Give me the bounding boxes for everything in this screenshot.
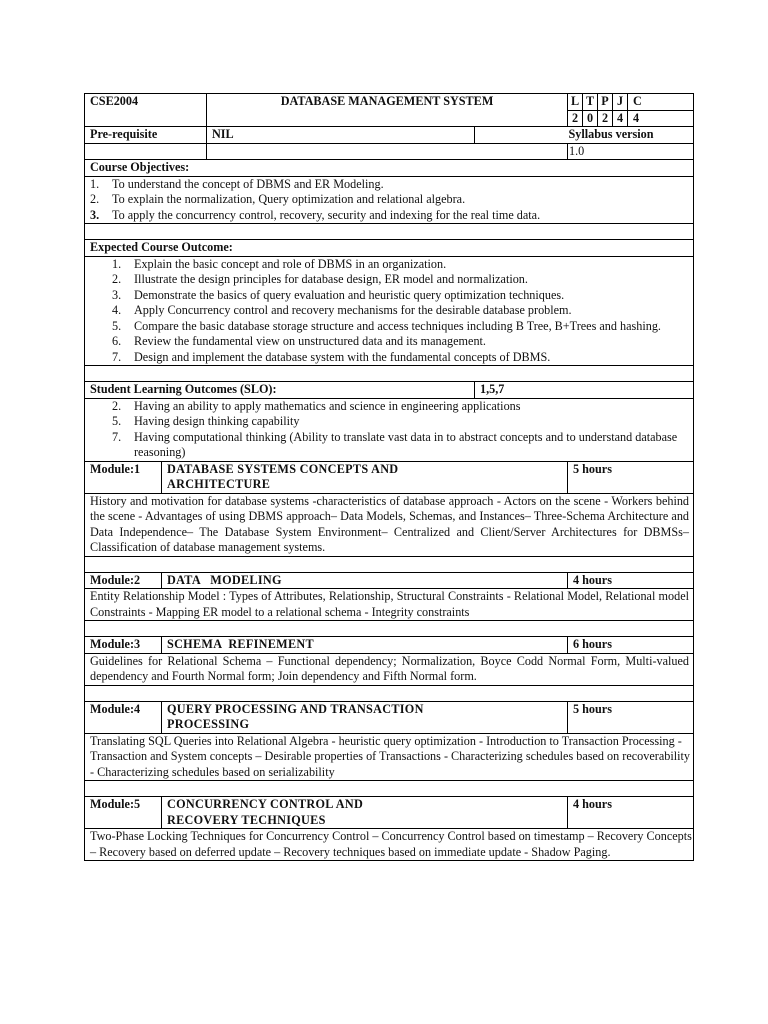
ltpjc-value-j: 4 <box>613 110 628 127</box>
module-hours: 4 hours <box>568 797 694 829</box>
outcome-item: 3. Demonstrate the basics of query evaluation and heuristic query optimization techniques. <box>112 287 565 302</box>
objective-item: 3. To apply the concurrency control, recovery, security and indexing for the real time data. <box>90 207 541 222</box>
course-code: CSE2004 <box>85 94 207 127</box>
objectives-heading-row <box>85 160 694 177</box>
outcomes-heading: Expected Course Outcome: <box>85 240 694 257</box>
syllabus-version-value: 1.0 <box>568 143 694 160</box>
slo-value: 1,5,7 <box>475 382 694 399</box>
module-title: CONCURRENCY CONTROL AND RECOVERY TECHNIQUES <box>167 797 364 827</box>
ltpjc-value-p: 2 <box>598 110 613 127</box>
module-label: Module:1 <box>85 461 162 493</box>
module-title: QUERY PROCESSING AND TRANSACTION PROCESSING <box>167 701 424 731</box>
slo-item: 2. Having an ability to apply mathematics and science in engineering applications <box>112 398 521 413</box>
syllabus-version-row <box>85 143 694 160</box>
module-label: Module:4 <box>85 701 162 733</box>
module-title: DATA MODELING <box>162 572 568 589</box>
slo-heading-row <box>85 382 694 399</box>
slo-item: 7. Having computational thinking (Ability to translate vast data in to abstract concepts and to understand database reasoning) <box>112 429 678 459</box>
ltpjc-header-j: J <box>613 94 628 111</box>
ltpjc-header-t: T <box>583 94 598 111</box>
outcome-item: 1. Explain the basic concept and role of DBMS in an organization. <box>112 256 447 271</box>
slo-label: Student Learning Outcomes (SLO): <box>85 382 475 399</box>
module-content: Two-Phase Locking Techniques for Concurrency Control – Concurrency Control based on timestamp – Recovery Concepts – Recovery based on deferred update – Recovery techniques based on immediate update - Shadow Paging. <box>85 829 694 861</box>
ltpjc-value-t: 0 <box>583 110 598 127</box>
ltpjc-value-c: 4 <box>628 110 694 127</box>
module-label: Module:5 <box>85 797 162 829</box>
module-header-row <box>85 572 694 589</box>
objectives-heading: Course Objectives: <box>85 160 694 177</box>
slo-row <box>85 398 694 461</box>
objective-item: 2. To explain the normalization, Query optimization and relational algebra. <box>90 192 466 206</box>
module-content-row <box>85 493 694 556</box>
module-content-row <box>85 733 694 781</box>
module-header-row <box>85 461 694 493</box>
objective-item: 1. To understand the concept of DBMS and ER Modeling. <box>90 176 384 191</box>
module-title: DATABASE SYSTEMS CONCEPTS AND ARCHITECTURE <box>167 461 399 491</box>
outcome-item: 4. Apply Concurrency control and recovery mechanisms for the desirable database problem. <box>112 303 572 317</box>
ltpjc-header-l: L <box>568 94 583 111</box>
module-title: SCHEMA REFINEMENT <box>162 637 568 654</box>
module-content: Guidelines for Relational Schema – Functional dependency; Normalization, Boyce Codd Normal Form, Multi-valued dependency and Fourth Normal form; Join dependency and Fifth Normal form. <box>85 653 694 685</box>
prereq-row <box>85 127 694 144</box>
ltpjc-header-c: C <box>628 94 694 111</box>
slo-item: 5. Having design thinking capability <box>112 414 300 428</box>
outcome-item: 5. Compare the basic database storage structure and access techniques including B Tree, B+Trees and hashing. <box>112 318 661 333</box>
module-content-row <box>85 589 694 621</box>
module-hours: 5 hours <box>568 701 694 733</box>
syllabus-version-label: Syllabus version <box>568 127 694 144</box>
outcome-item: 7. Design and implement the database system with the fundamental concepts of DBMS. <box>112 349 551 364</box>
ltpjc-header-p: P <box>598 94 613 111</box>
syllabus-document <box>84 93 693 861</box>
outcome-item: 2. Illustrate the design principles for database design, ER model and normalization. <box>112 272 528 286</box>
module-label: Module:3 <box>85 637 162 654</box>
outcomes-list <box>90 257 693 366</box>
course-header-row <box>85 94 694 111</box>
prereq-value: NIL <box>207 127 475 144</box>
syllabus-table <box>84 93 694 861</box>
course-title: DATABASE MANAGEMENT SYSTEM <box>207 94 568 127</box>
module-header-row <box>85 701 694 733</box>
objectives-row <box>85 176 694 224</box>
module-content: History and motivation for database systems -characteristics of database approach - Actors on the scene - Workers behind the scene - Advantages of using DBMS approach– Data Models, Schemas, and Instances– Three-Schema Architecture and Data Independence– The Database System Environment– Centralized and Client/Server Architectures for DBMSs– Classification of database management systems. <box>85 493 694 556</box>
ltpjc-value-l: 2 <box>568 110 583 127</box>
module-hours: 6 hours <box>568 637 694 654</box>
outcome-item: 6. Review the fundamental view on unstructured data and its management. <box>112 334 486 348</box>
outcomes-row <box>85 256 694 366</box>
module-hours: 4 hours <box>568 572 694 589</box>
module-header-row <box>85 637 694 654</box>
prereq-label: Pre-requisite <box>85 127 207 144</box>
module-content: Entity Relationship Model : Types of Attributes, Relationship, Structural Constraints - Relational Model, Relational model Constraints - Mapping ER model to a relational schema - Integrity constraints <box>85 589 694 621</box>
module-label: Module:2 <box>85 572 162 589</box>
objectives-list <box>90 177 693 224</box>
outcomes-heading-row <box>85 240 694 257</box>
module-content-row <box>85 653 694 685</box>
module-content: Translating SQL Queries into Relational Algebra - heuristic query optimization - Introduction to Transaction Processing - Transaction and System concepts – Desirable properties of Transactions - Characterizing schedules based on recoverability - Characterizing schedules based on serializability <box>85 733 694 781</box>
module-hours: 5 hours <box>568 461 694 493</box>
module-header-row <box>85 797 694 829</box>
module-content-row <box>85 829 694 861</box>
slo-list <box>90 399 693 461</box>
